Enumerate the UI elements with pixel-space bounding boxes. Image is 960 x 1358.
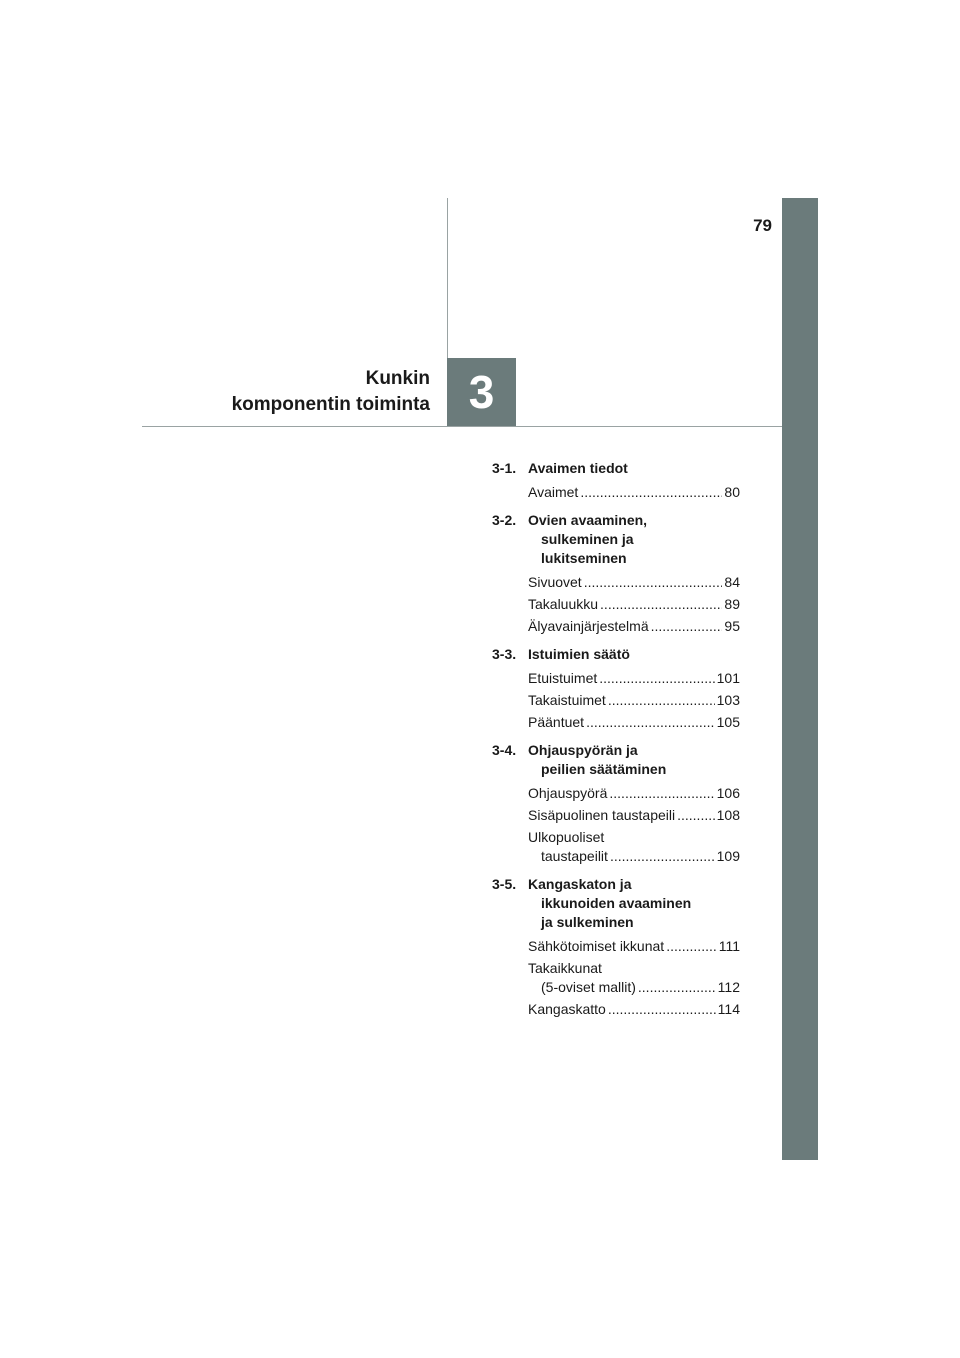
chapter-number: 3 [468, 366, 495, 418]
chapter-title [232, 366, 430, 418]
toc-entry-label [528, 713, 584, 732]
toc-leader-dots [608, 691, 715, 710]
toc-section-title [528, 645, 630, 664]
toc-entry-page: 89 [724, 596, 740, 612]
toc-entry-page: 114 [717, 1001, 740, 1017]
toc-section-title-line: ja sulkeminen [541, 914, 634, 930]
toc-leader-dots [638, 978, 716, 997]
toc-entry-page: 84 [724, 574, 740, 590]
toc-entry[interactable] [492, 573, 740, 592]
toc-leader-dots [651, 617, 723, 636]
toc-section-title-line: Kangaskaton ja [528, 876, 632, 892]
toc-entry-label-line: Ohjauspyörä [528, 785, 608, 801]
toc-leader-dots [609, 784, 714, 803]
toc-entry-page: 105 [716, 714, 740, 730]
toc-section-number: 3-2. [492, 512, 517, 528]
toc-section-title [528, 511, 647, 568]
toc-section-title-line: Avaimen tiedot [528, 460, 628, 476]
toc-entry-page: 109 [716, 848, 740, 864]
toc-leader-dots [608, 1000, 716, 1019]
toc-entry-label-line: Takaistuimet [528, 692, 606, 708]
toc-entry-page: 80 [724, 484, 740, 500]
toc-entry-label-line: Sisäpuolinen taustapeili [528, 807, 676, 823]
toc-entry-label-line: Älyavainjärjestelmä [528, 618, 649, 634]
toc-entry-page: 112 [717, 979, 740, 995]
toc-entry-label-line: Kangaskatto [528, 1001, 606, 1017]
toc-leader-dots [600, 595, 722, 614]
toc-section-title-line: peilien säätäminen [541, 761, 667, 777]
toc-section-title-line: ikkunoiden avaaminen [541, 895, 692, 911]
chapter-number-box [447, 358, 516, 426]
toc-entry-page: 108 [716, 807, 740, 823]
toc-section-number: 3-1. [492, 460, 517, 476]
toc-entry-label-line: Etuistuimet [528, 670, 598, 686]
toc-entry-label [528, 806, 675, 825]
toc-section-heading [492, 645, 740, 664]
toc-entry-label [528, 669, 597, 688]
toc-section-title-line: sulkeminen ja [541, 531, 634, 547]
vertical-rule [447, 198, 448, 358]
toc-entry-page: 95 [724, 618, 740, 634]
toc-entry[interactable] [492, 1000, 740, 1019]
side-tab [782, 198, 818, 1160]
toc-section-title [528, 459, 628, 478]
toc-section-title [528, 741, 666, 779]
toc-entry[interactable] [492, 617, 740, 636]
toc-entry-label-line: Takaluukku [528, 596, 599, 612]
toc-entry-label-line: (5-oviset mallit) [541, 979, 636, 995]
toc-entry-label-line: Avaimet [528, 484, 579, 500]
toc-entry-label [528, 1000, 606, 1019]
page-number: 79 [753, 216, 772, 235]
toc-entry[interactable] [492, 483, 740, 502]
toc-leader-dots [580, 483, 722, 502]
toc-entry-page: 111 [718, 938, 740, 954]
toc-entry-label [528, 595, 598, 614]
horizontal-rule [142, 426, 782, 427]
toc-entry-label [528, 483, 578, 502]
toc-section-number: 3-5. [492, 876, 517, 892]
chapter-title-line-2: komponentin toiminta [231, 394, 430, 415]
toc-entry[interactable] [492, 784, 740, 803]
chapter-title-line-1: Kunkin [365, 368, 430, 389]
toc-entry-label-line: Takaikkunat [528, 960, 602, 976]
toc-entry[interactable] [492, 595, 740, 614]
toc-entry[interactable] [492, 713, 740, 732]
toc-entry[interactable] [492, 959, 740, 997]
toc-entry[interactable] [492, 937, 740, 956]
toc-leader-dots [677, 806, 715, 825]
toc-leader-dots [586, 713, 715, 732]
toc-entry[interactable] [492, 828, 740, 866]
toc-entry-label [528, 617, 649, 636]
toc-entry-label [528, 937, 664, 956]
toc-section-title-line: Ohjauspyörän ja [528, 742, 638, 758]
toc-entry-label [528, 784, 607, 803]
toc-section-title [528, 875, 691, 932]
toc-leader-dots [599, 669, 714, 688]
toc-entry[interactable] [492, 669, 740, 688]
toc-section-number: 3-4. [492, 742, 517, 758]
toc-entry-label [528, 573, 582, 592]
toc-section-heading [492, 875, 740, 932]
toc-entry-label-line: Pääntuet [528, 714, 585, 730]
toc-section-title-line: lukitseminen [541, 550, 627, 566]
table-of-contents [492, 459, 740, 1022]
toc-entry-label-line: Ulkopuoliset [528, 829, 605, 845]
toc-section-heading [492, 741, 740, 779]
toc-entry-label [528, 959, 636, 997]
toc-entry-label [528, 828, 608, 866]
toc-leader-dots [610, 847, 715, 866]
toc-entry[interactable] [492, 691, 740, 710]
toc-section-number: 3-3. [492, 646, 517, 662]
toc-entry[interactable] [492, 806, 740, 825]
toc-entry-label-line: Sähkötoimiset ikkunat [528, 938, 665, 954]
toc-entry-label-line: taustapeilit [541, 848, 608, 864]
toc-entry-label [528, 691, 606, 710]
toc-section-heading [492, 459, 740, 478]
toc-section-title-line: Istuimien säätö [528, 646, 630, 662]
toc-entry-page: 101 [716, 670, 740, 686]
toc-section-title-line: Ovien avaaminen, [528, 512, 648, 528]
toc-leader-dots [584, 573, 723, 592]
toc-entry-page: 103 [716, 692, 740, 708]
toc-entry-label-line: Sivuovet [528, 574, 582, 590]
toc-entry-page: 106 [716, 785, 740, 801]
toc-section-heading [492, 511, 740, 568]
toc-leader-dots [666, 937, 717, 956]
